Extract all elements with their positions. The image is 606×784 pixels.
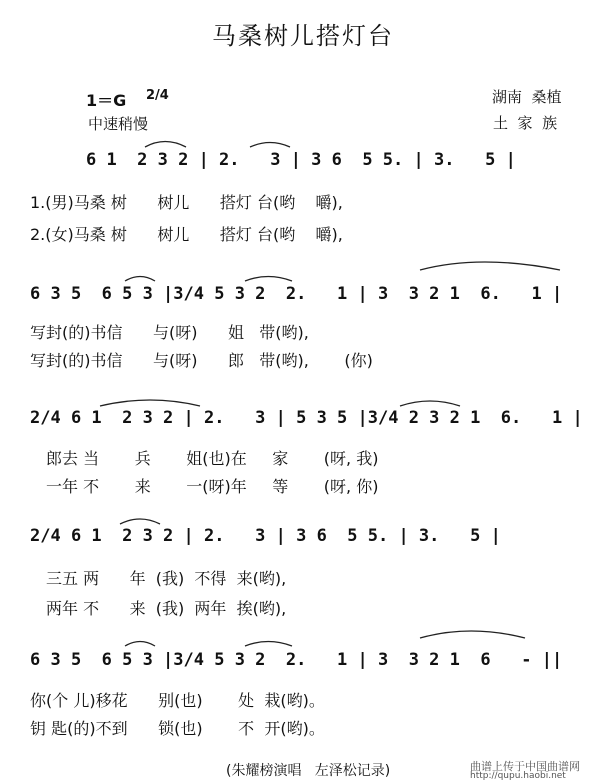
time-signature: 2/4 [146, 88, 169, 103]
notation-line-4: 2/4 6 1 2 3 2 | 2. 3 | 3 6 5 5. | 3. 5 | [30, 526, 501, 546]
lyric-line-4a: 三五 两 年 (我) 不得 来(哟), [46, 569, 287, 588]
performer-credit: (朱耀榜演唱 左泽松记录) [226, 763, 391, 779]
notation-line-3: 2/4 6 1 2 3 2 | 2. 3 | 5 3 5 |3/4 2 3 2 1 6. 1 | [30, 408, 583, 428]
lyric-line-5a: 你(个 儿)移花 别(也) 处 栽(哟)。 [30, 691, 325, 710]
origin-label: 湖南 桑植 [492, 88, 562, 106]
lyric-line-2a: 写封(的)书信 与(呀) 姐 带(哟), [30, 323, 309, 342]
lyric-line-2b: 写封(的)书信 与(呀) 郎 带(哟), (你) [30, 351, 373, 370]
lyric-line-1b: 2.(女)马桑 树 树儿 搭灯 台(哟 嚼), [30, 225, 343, 244]
watermark-url: http://qupu.haobi.net [470, 771, 566, 781]
lyric-line-3b: 一年 不 来 一(呀)年 等 (呀, 你) [46, 477, 379, 496]
lyric-line-5b: 钥 匙(的)不到 锁(也) 不 开(哟)。 [30, 719, 325, 738]
notation-line-5: 6 3 5 6 5 3 |3/4 5 3 2 2. 1 | 3 3 2 1 6 - || [30, 650, 563, 670]
lyric-line-3a: 郎去 当 兵 姐(也)在 家 (呀, 我) [46, 449, 379, 468]
lyric-line-4b: 两年 不 来 (我) 两年 挨(哟), [46, 599, 287, 618]
lyric-line-1a: 1.(男)马桑 树 树儿 搭灯 台(哟 嚼), [30, 193, 343, 212]
tempo-marking: 中速稍慢 [88, 115, 149, 133]
watermark-site: 曲谱上传于中国曲谱网 [470, 760, 580, 773]
song-title: 马桑树儿搭灯台 [212, 22, 394, 50]
notation-line-2: 6 3 5 6 5 3 |3/4 5 3 2 2. 1 | 3 3 2 1 6. 1 | [30, 284, 563, 304]
ethnicity-label: 土 家 族 [493, 114, 558, 132]
key-signature: 1＝G [86, 91, 127, 110]
notation-line-1: 6 1 2 3 2 | 2. 3 | 3 6 5 5. | 3. 5 | [86, 150, 516, 170]
